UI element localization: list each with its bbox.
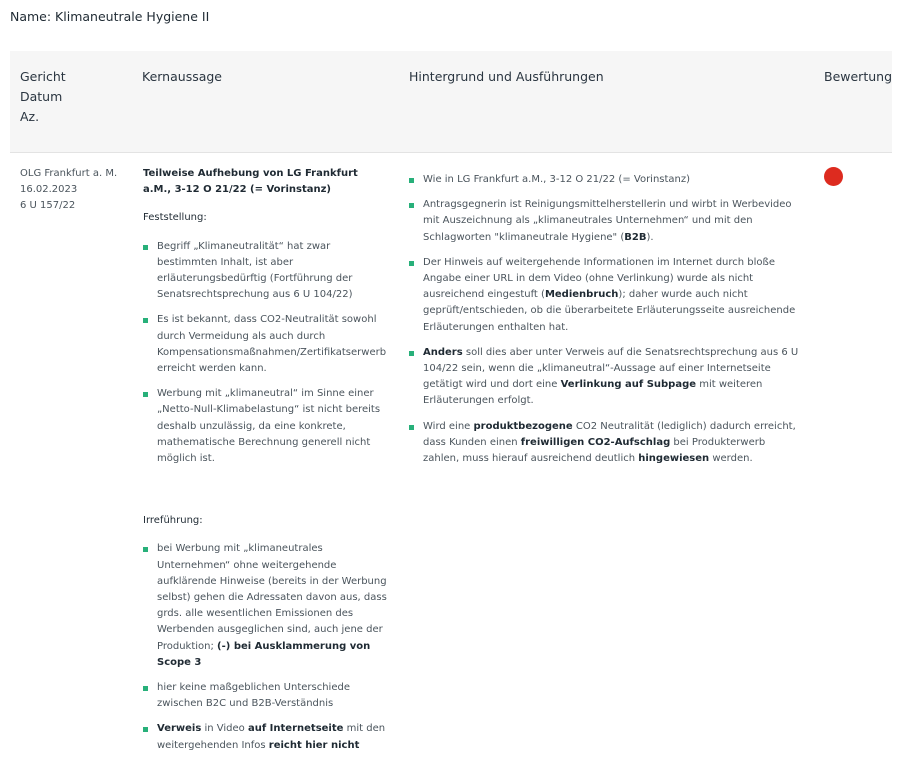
court-name: OLG Frankfurt a. M. — [20, 168, 118, 179]
list-item: hier keine maßgeblichen Unterschiede zwischen B2C und B2B-Verständnis — [143, 680, 388, 712]
kernaussage-cell — [143, 166, 388, 763]
court-az: 6 U 157/22 — [20, 200, 76, 212]
header-kernaussage: Kernaussage — [142, 69, 222, 84]
list-item: Wird eine produktbezogene CO2 Neutralität (lediglich) dadurch erreicht, dass Kunden einen freiwilligen CO2-Aufschlag bei Produkterwerb zahlen, muss hierauf ausreichend deutlich hingewiesen werden. — [409, 419, 799, 468]
bullet-icon — [143, 245, 148, 250]
list-item: bei Werbung mit „klimaneutrales Unternehmen“ ohne weitergehende aufklärende Hinweise (bereits in der Werbung selbst) gehen die Adressaten davon aus, dass grds. alle wesentlichen Emissionen des Werbenden ausgeglichen sind, auch jene der Produktion; (-) bei Ausklammerung von Scope 3 — [143, 541, 388, 671]
rating-indicator-icon — [824, 167, 843, 186]
header-gericht — [20, 67, 110, 127]
bullet-icon — [143, 547, 148, 552]
list-item: Verweis in Video auf Internetseite mit den weitergehenden Infos reicht hier nicht — [143, 721, 388, 753]
table-header — [10, 51, 892, 153]
header-az-line: Az. — [20, 109, 40, 124]
bullet-icon — [143, 318, 148, 323]
bullet-icon — [409, 261, 414, 266]
irrefuehrung-label: Irreführung: — [143, 515, 203, 527]
list-item: Werbung mit „klimaneutral“ im Sinne einer „Netto-Null-Klimabelastung“ ist nicht bereits deshalb unzulässig, da eine konkrete, mathematische Berechnung generell nicht möglich ist. — [143, 386, 388, 467]
bullet-icon — [143, 392, 148, 397]
header-gericht-line: Gericht — [20, 69, 66, 84]
bullet-icon — [409, 203, 414, 208]
list-item: Begriff „Klimaneutralität“ hat zwar bestimmten Inhalt, ist aber erläuterungsbedürftig (Fortführung der Senatsrechtsprechung aus 6 U 104/22) — [143, 239, 388, 304]
header-datum-line: Datum — [20, 89, 63, 104]
list-item: Antragsgegnerin ist Reinigungsmittelherstellerin und wirbt in Werbevideo mit Auszeichnung als „klimaneutrales Unternehmen“ und mit den Schlagworten "klimaneutrale Hygiene" (B2B). — [409, 197, 799, 246]
kernaussage-lead: Teilweise Aufhebung von LG Frankfurt a.M., 3-12 O 21/22 (= Vorinstanz) — [143, 168, 358, 196]
bullet-icon — [143, 727, 148, 732]
feststellung-label: Feststellung: — [143, 212, 207, 224]
hintergrund-list — [409, 172, 799, 467]
hintergrund-cell — [409, 172, 799, 476]
list-item: Wie in LG Frankfurt a.M., 3-12 O 21/22 (= Vorinstanz) — [409, 172, 799, 188]
page-title: Name: Klimaneutrale Hygiene II — [10, 9, 210, 24]
header-bewertung: Bewertung — [824, 69, 892, 84]
bullet-icon — [143, 686, 148, 691]
bullet-icon — [409, 425, 414, 430]
bullet-icon — [409, 351, 414, 356]
header-hintergrund: Hintergrund und Ausführungen — [409, 69, 604, 84]
court-cell — [20, 166, 130, 215]
list-item: Der Hinweis auf weitergehende Informationen im Internet durch bloße Angabe einer URL in dem Video (ohne Verlinkung) wurde als nicht ausreichend eingestuft (Medienbruch); daher wurde auch nicht geprüft/entschieden, ob die überarbeitete Erläuterungsseite ausreichende Erläuterungen enthalten hat. — [409, 255, 799, 336]
list-item: Anders soll dies aber unter Verweis auf die Senatsrechtsprechung aus 6 U 104/22 sein, wenn die „klimaneutral“-Aussage auf einer Internetseite getätigt wird und dort eine Verlinkung auf Subpage mit weiteren Erläuterungen erfolgt. — [409, 345, 799, 410]
irrefuehrung-list — [143, 541, 388, 753]
feststellung-list — [143, 239, 388, 468]
list-item: Es ist bekannt, dass CO2-Neutralität sowohl durch Vermeidung als auch durch Kompensationsmaßnahmen/Zertifikatserwerb erreicht werden kann. — [143, 312, 388, 377]
court-date: 16.02.2023 — [20, 184, 78, 196]
bullet-icon — [409, 178, 414, 183]
